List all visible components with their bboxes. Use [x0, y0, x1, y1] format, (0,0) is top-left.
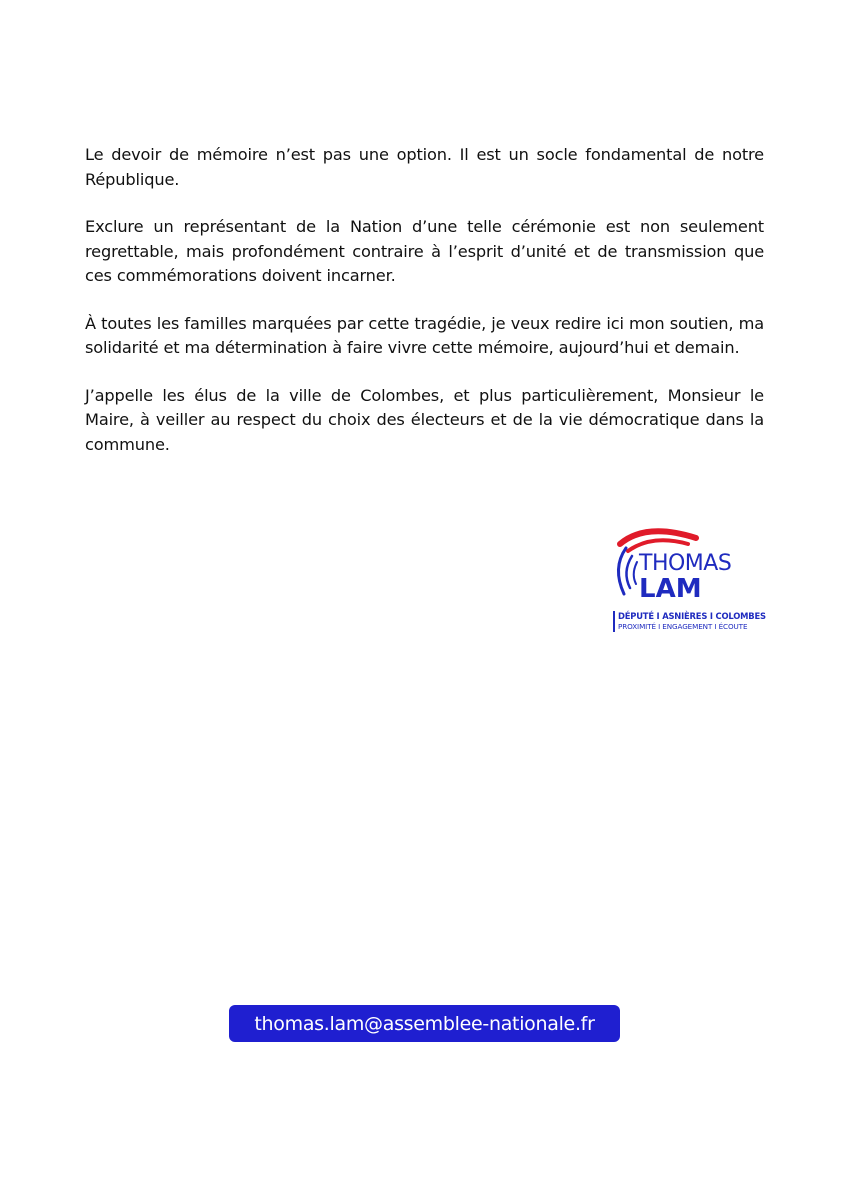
logo-tagline-role: DÉPUTÉ I ASNIÈRES I COLOMBES [618, 611, 766, 621]
paragraph-1: Le devoir de mémoire n’est pas une option. Il est un socle fondamental de notre République. [85, 145, 764, 189]
logo-tagline-values: PROXIMITÉ I ENGAGEMENT I ÉCOUTE [618, 622, 748, 631]
logo-last-name: LAM [639, 574, 702, 604]
paragraph-2: Exclure un représentant de la Nation d’une telle cérémonie est non seulement regrettable, mais profondément contraire à l’esprit d’unité et de transmission que ces commémorations doivent incarner. [85, 217, 764, 285]
paragraph-4: J’appelle les élus de la ville de Colombes, et plus particulièrement, Monsieur le Maire, à veiller au respect du choix des électeurs et de la vie démocratique dans la commune. [85, 385, 764, 454]
logo-first-name: THOMAS [639, 551, 732, 576]
letter-body [85, 143, 764, 480]
email-link[interactable]: thomas.lam@assemblee-nationale.fr [229, 1005, 620, 1042]
thomas-lam-logo [606, 524, 766, 648]
logo-tagline [613, 611, 766, 632]
paragraph-3: À toutes les familles marquées par cette tragédie, je veux redire ici mon soutien, ma solidarité et ma détermination à faire vivre cette mémoire, aujourd’hui et demain. [85, 313, 764, 357]
